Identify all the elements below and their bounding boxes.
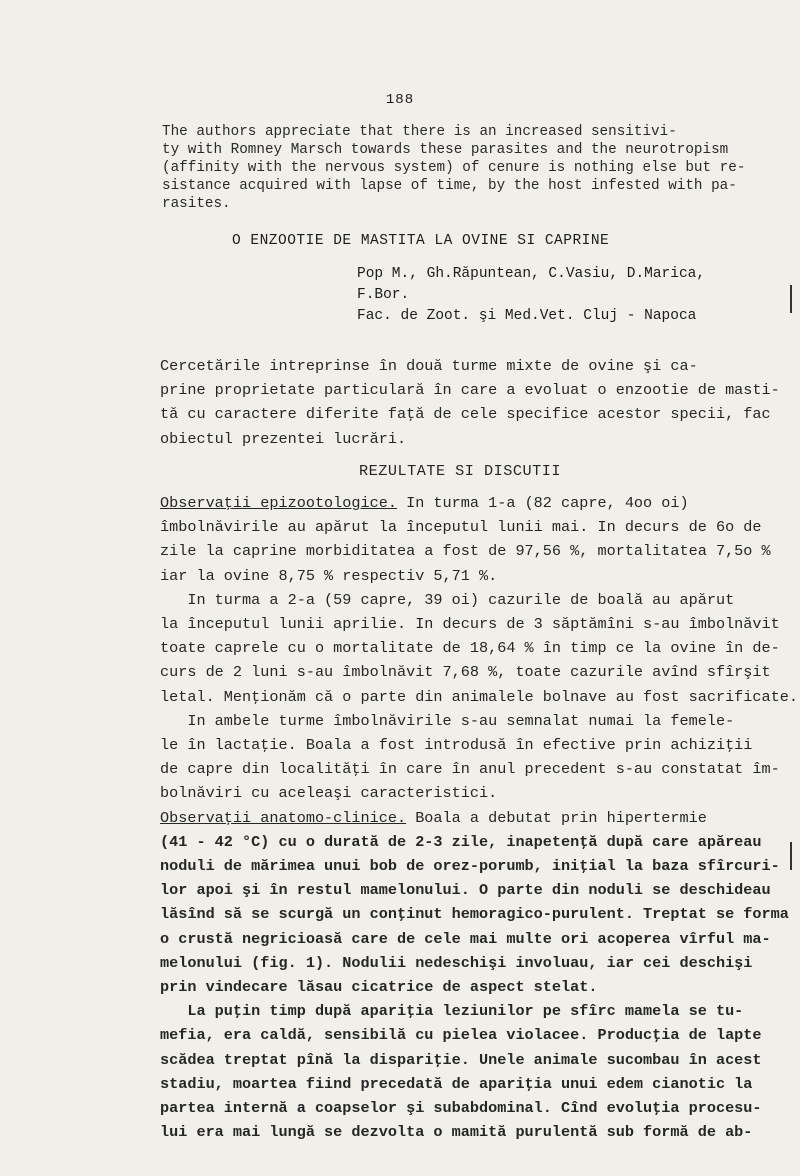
text-fragment: In turma a 2-a (59 capre, 39 oi) cazurile de boală au apărut — [187, 590, 735, 609]
text-line: lui era mai lungă se dezvolta o mamită purulentă sub formă de ab- — [160, 1123, 753, 1142]
text-fragment: In ambele turme îmbolnăvirile s-au semnalat numai la femele- — [187, 711, 735, 730]
text-line: bolnăviri cu aceleaşi caracteristici. — [160, 784, 498, 803]
epizootology-paragraph — [160, 491, 771, 588]
text-line: obiectul prezentei lucrări. — [160, 429, 407, 448]
subsection-label: Observaţii anatomo-clinice. — [160, 808, 407, 827]
text-line: Cercetările intreprinse în două turme mixte de ovine şi ca- — [160, 357, 698, 375]
text-line: prine proprietate particulară în care a evoluat o enzootie de masti- — [160, 381, 780, 400]
summary-line: (affinity with the nervous system) of cenure is nothing else but re- — [162, 160, 746, 176]
text-line: (41 - 42 °C) cu o durată de 2-3 zile, inapetenţă după care apăreau — [160, 832, 762, 851]
text-line: la începutul lunii aprilie. In decurs de 3 săptămîni s-au îmbolnăvit — [160, 615, 780, 634]
text-line: tă cu caractere diferite faţă de cele specifice acestor specii, fac — [160, 405, 771, 424]
text-line — [160, 999, 760, 1023]
text-line: zile la caprine morbiditatea a fost de 97,56 %, mortalitatea 7,5o % — [160, 542, 771, 561]
text-line: scădea treptat pînă la dispariţie. Unele animale sucombau în acest — [160, 1050, 762, 1069]
text-fragment: Boala a debutat prin hipertermie — [406, 808, 707, 827]
text-line — [160, 709, 760, 733]
text-line: iar la ovine 8,75 % respectiv 5,71 %. — [160, 566, 498, 585]
english-summary — [162, 123, 746, 213]
subsection-label: Observaţii epizootologice. — [160, 494, 397, 513]
section-heading: REZULTATE SI DISCUTII — [359, 461, 561, 480]
text-line: lor apoi şi în restul mamelonului. O parte din noduli se deschideau — [160, 881, 771, 900]
author-line: Pop M., Gh.Răpuntean, C.Vasiu, D.Marica, — [357, 266, 706, 282]
article-body — [160, 354, 798, 1145]
text-line: noduli de mărimea unui bob de orez-porumb, iniţial la baza sfîrcuri- — [160, 857, 780, 876]
text-line: curs de 2 luni s-au îmbolnăvit 7,68 %, toate cazurile avînd sfîrşit — [160, 663, 771, 682]
text-line — [160, 588, 760, 612]
page-number: 188 — [385, 92, 415, 108]
text-line: prin vindecare lăsau cicatrice de aspect stelat. — [160, 978, 598, 997]
text-line: le în lactaţie. Boala a fost introdusă în efective prin achiziţii — [160, 736, 753, 755]
second-flock-paragraph — [160, 588, 798, 709]
authors — [357, 264, 757, 306]
summary-line: sistance acquired with lapse of time, by the host infested with pa- — [162, 178, 737, 194]
anatomo-clinical-paragraph — [160, 806, 789, 1000]
summary-line: ty with Romney Marsch towards these parasites and the neurotropism — [162, 142, 729, 158]
text-line — [160, 491, 760, 515]
text-fragment: La puţin timp după apariţia leziunilor pe sfîrc mamela se tu- — [187, 1002, 744, 1021]
text-line: lăsînd să se scurgă un conţinut hemoragico-purulent. Treptat se forma — [160, 905, 789, 924]
text-line: melonului (fig. 1). Nodulii nedeschişi involuau, iar cei deschişi — [160, 953, 753, 972]
summary-line: rasites. — [162, 196, 231, 212]
text-fragment: In turma 1-a (82 capre, 4oo oi) — [396, 494, 689, 513]
summary-line: The authors appreciate that there is an increased sensitivi- — [162, 124, 677, 140]
text-line: partea internă a coapselor şi subabdominal. Cînd evoluţia procesu- — [160, 1099, 762, 1118]
text-line: îmbolnăvirile au apărut la începutul lunii mai. In decurs de 6o de — [160, 518, 762, 537]
affiliation: Fac. de Zoot. şi Med.Vet. Cluj - Napoca — [357, 308, 697, 324]
margin-mark — [790, 842, 792, 870]
text-line: stadiu, moartea fiind precedată de apariţia unui edem cianotic la — [160, 1074, 753, 1093]
author-line: F.Bor. — [357, 287, 410, 303]
article-title: O ENZOOTIE DE MASTITA LA OVINE SI CAPRINE — [232, 233, 610, 249]
text-line: o crustă negricioasă care de cele mai multe ori acoperea vîrful ma- — [160, 929, 771, 948]
margin-mark — [790, 285, 792, 313]
abstract-paragraph — [160, 354, 780, 451]
evolution-paragraph — [160, 999, 760, 1144]
text-line — [160, 806, 760, 830]
text-line: toate caprele cu o mortalitate de 18,64 % în timp ce la ovine în de- — [160, 639, 780, 658]
text-line: de capre din localităţi în care în anul precedent s-au constatat îm- — [160, 760, 780, 779]
text-line: letal. Menţionăm că o parte din animalele bolnave au fost sacrificate. — [160, 687, 798, 706]
text-line: mefia, era caldă, sensibilă cu pielea violacee. Producţia de lapte — [160, 1026, 762, 1045]
lactation-paragraph — [160, 709, 780, 806]
